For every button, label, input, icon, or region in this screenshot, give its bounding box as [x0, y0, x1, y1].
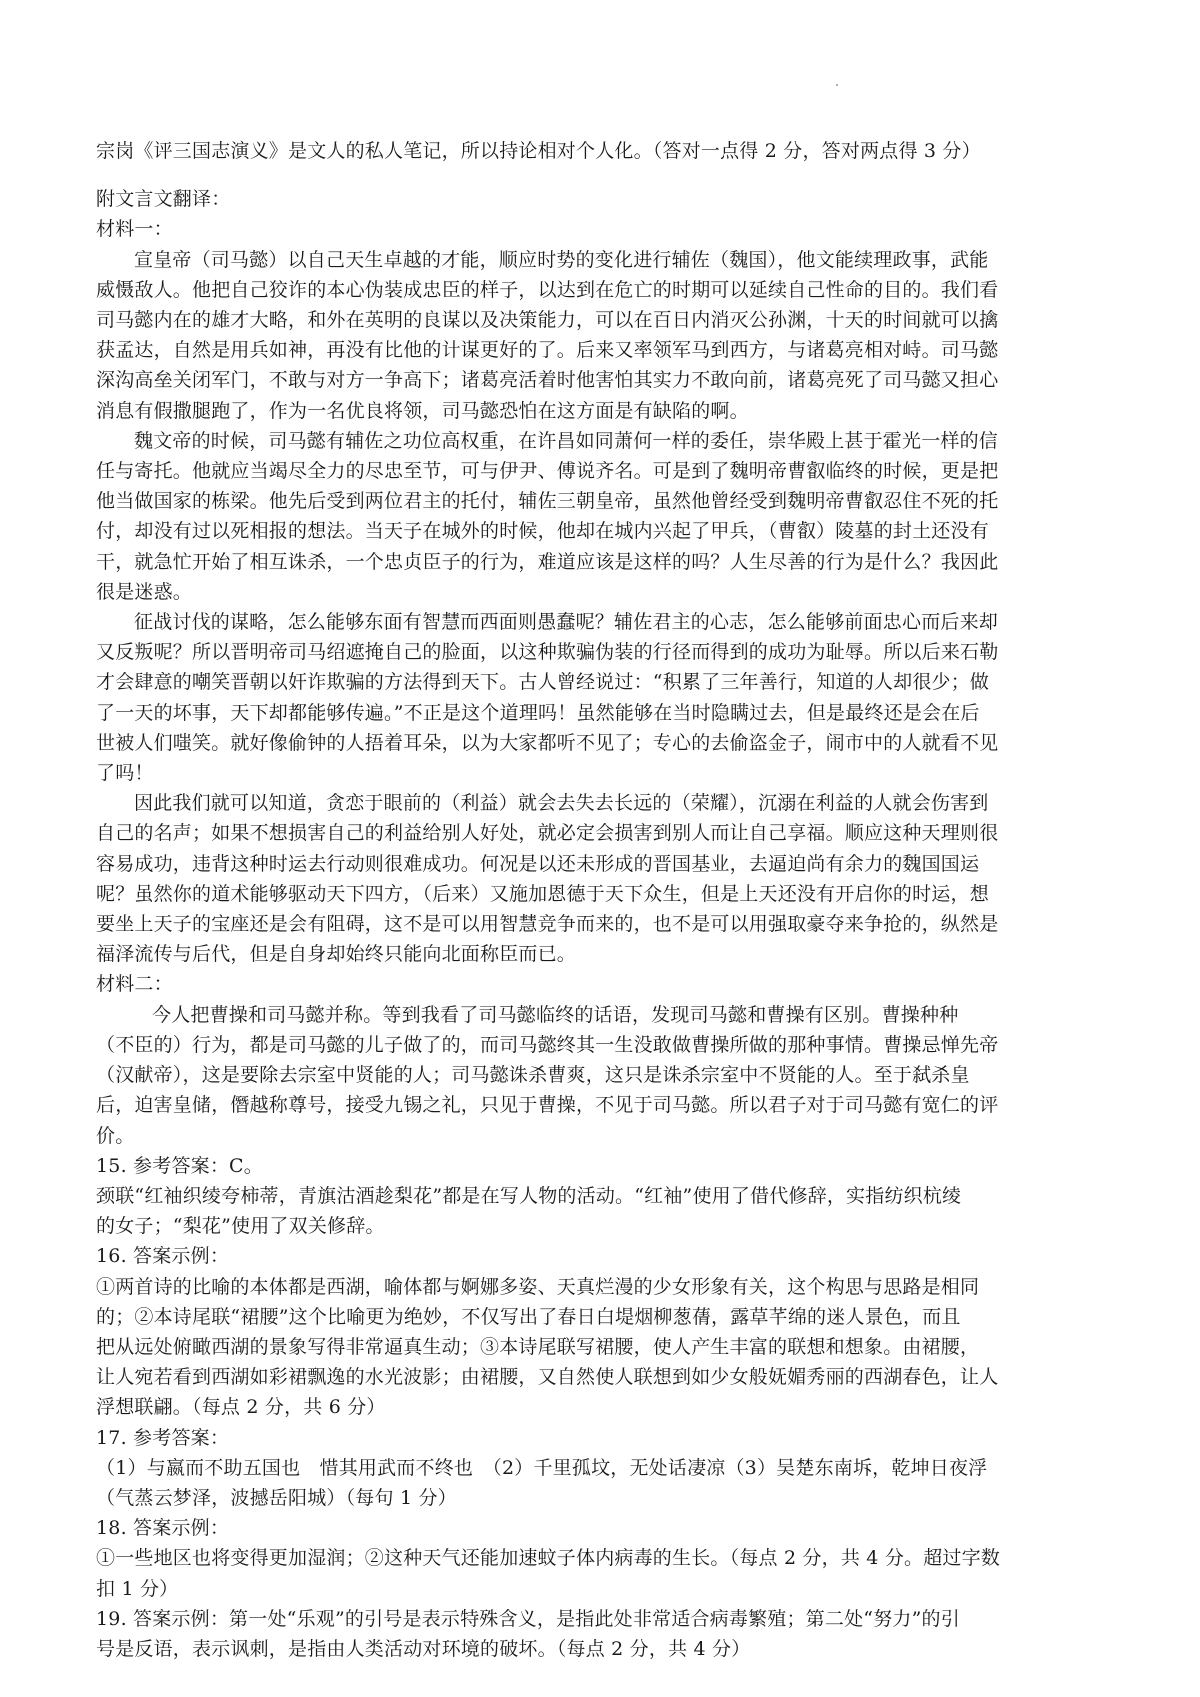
- material2-heading: 材料二：: [96, 973, 173, 996]
- q15-line: 的女子；“梨花”使用了双关修辞。: [96, 1215, 385, 1238]
- translation-heading: 附文言文翻译：: [96, 188, 231, 211]
- material1-p4-line: 自己的名声；如果不想损害自己的利益给别人好处，就必定会损害到别人而让自己享福。顺应这种天理则很: [96, 822, 999, 845]
- answer-page: [96, 136, 1116, 1664]
- material1-p3-line: 又反叛呢？所以晋明帝司马绍遮掩自己的脸面，以这种欺骗伪装的行径而得到的成功为耻辱。所以后来石勒: [96, 641, 999, 664]
- material1-p2-line: 魏文帝的时候，司马懿有辅佐之功位高权重，在许昌如同萧何一样的委任，崇华殿上甚于霍光一样的信: [134, 429, 999, 452]
- material1-p2-line: 他当做国家的栋梁。他先后受到两位君主的托付，辅佐三朝皇帝，虽然他曾经受到魏明帝曹叡忍住不死的托: [96, 490, 999, 513]
- material1-p1-line: 深沟高垒关闭军门，不敢与对方一争高下；诸葛亮活着时他害怕其实力不敢向前，诸葛亮死了司马懿又担心: [96, 369, 999, 392]
- material2-p1-line: 价。: [96, 1124, 135, 1147]
- material1-heading: 材料一：: [96, 218, 173, 241]
- q15-heading: 15. 参考答案：C。: [96, 1154, 263, 1177]
- q19-line: 号是反语，表示讽刺，是指由人类活动对环境的破坏。（每点 2 分，共 4 分）: [96, 1637, 751, 1660]
- material1-p2-line: 很是迷惑。: [96, 580, 193, 603]
- material1-p1-line: 获孟达，自然是用兵如神，再没有比他的计谋更好的了。后来又率领军马到西方，与诸葛亮相对峙。司马懿: [96, 339, 999, 362]
- q16-line: 让人宛若看到西湖如彩裙飘逸的水光波影；由裙腰，又自然使人联想到如少女般妩媚秀丽的西湖春色，让人: [96, 1366, 999, 1389]
- material1-p4-line: 福泽流传与后代，但是自身却始终只能向北面称臣而已。: [96, 943, 577, 966]
- material1-p4-line: 因此我们就可以知道，贪恋于眼前的（利益）就会去失去长远的（荣耀），沉溺在利益的人就会伤害到: [134, 792, 989, 815]
- q16-line: 浮想联翩。（每点 2 分，共 6 分）: [96, 1396, 386, 1419]
- material1-p2-line: 任与寄托。他就应当竭尽全力的尽忠至节，可与伊尹、傅说齐名。可是到了魏明帝曹叡临终的时候，更是把: [96, 460, 999, 483]
- material1-p1-line: 消息有假撒腿跑了，作为一名优良将领，司马懿恐怕在这方面是有缺陷的啊。: [96, 399, 749, 422]
- q16-line: ①两首诗的比喻的本体都是西湖，喻体都与婀娜多姿、天真烂漫的少女形象有关，这个构思与思路是相同: [96, 1275, 980, 1298]
- q18-heading: 18. 答案示例：: [96, 1517, 230, 1540]
- material1-p4-line: 容易成功，违背这种时运去行动则很难成功。何况是以还未形成的晋国基业，去逼迫尚有余力的魏国国运: [96, 852, 980, 875]
- material1-p4-line: 呢？虽然你的道术能够驱动天下四方，（后来）又施加恩德于天下众生，但是上天还没有开启你的时运，想: [96, 882, 989, 905]
- material1-p1-line: 司马懿内在的雄才大略，和外在英明的良谋以及决策能力，可以在百日内消灭公孙渊，十天的时间就可以擒: [96, 309, 999, 332]
- q17-heading: 17. 参考答案：: [96, 1426, 230, 1449]
- material1-p3-line: 才会肆意的嘲笑晋朝以奸诈欺骗的方法得到天下。古人曾经说过：“积累了三年善行，知道的人却很少；做: [96, 671, 990, 694]
- material1-p3-line: 了一天的坏事，天下却都能够传遍。”不正是这个道理吗！虽然能够在当时隐瞒过去，但是最终还是会在后: [96, 701, 980, 724]
- material1-p4-line: 要坐上天子的宝座还是会有阻碍，这不是可以用智慧竞争而来的，也不是可以用强取豪夺来争抢的，纵然是: [96, 913, 999, 936]
- intro-note: 宗岗《评三国志演义》是文人的私人笔记，所以持论相对个人化。（答对一点得 2 分，答对两点得 3 分）: [96, 140, 981, 162]
- q16-line: 的；②本诗尾联“裙腰”这个比喻更为绝妙，不仅写出了春日白堤烟柳葱蒨，露草芊绵的迷人景色，而且: [96, 1305, 961, 1328]
- material2-p1-line: （汉献帝），这是要除去宗室中贤能的人；司马懿诛杀曹爽，这只是诛杀宗室中不贤能的人。至于弑杀皇: [96, 1064, 970, 1087]
- q17-line: （1）与嬴而不助五国也 惜其用武而不终也 （2）千里孤坟，无处话凄凉（3）吴楚东南坼，乾坤日夜浮: [96, 1456, 988, 1479]
- q16-heading: 16. 答案示例：: [96, 1245, 230, 1268]
- q17-line: （气蒸云梦泽，波撼岳阳城）（每句 1 分）: [96, 1486, 457, 1509]
- q18-line: ①一些地区也将变得更加湿润；②这种天气还能加速蚊子体内病毒的生长。（每点 2 分，共 4 分。超过字数: [96, 1547, 1001, 1570]
- material1-p1-line: 宣皇帝（司马懿）以自己天生卓越的才能，顺应时势的变化进行辅佐（魏国），他文能续理政事，武能: [134, 248, 989, 271]
- q15-line: 颈联“红袖织绫夸柿蒂，青旗沽酒趁梨花”都是在写人物的活动。“红袖”使用了借代修辞，实指纺织杭绫: [96, 1184, 962, 1207]
- q19-line: 19. 答案示例：第一处“乐观”的引号是表示特殊含义，是指此处非常适合病毒繁殖；第二处“努力”的引: [96, 1607, 960, 1630]
- material2-p1-line: 今人把曹操和司马懿并称。等到我看了司马懿临终的话语，发现司马懿和曹操有区别。曹操种种: [152, 1003, 959, 1026]
- q18-line: 扣 1 分）: [96, 1577, 179, 1600]
- material1-p2-line: 付，却没有过以死相报的想法。当天子在城外的时候，他却在城内兴起了甲兵，（曹叡）陵墓的封土还没有: [96, 520, 989, 543]
- scan-speck: [836, 84, 838, 86]
- q16-line: 把从远处俯瞰西湖的景象写得非常逼真生动；③本诗尾联写裙腰，使人产生丰富的联想和想象。由裙腰，: [96, 1335, 980, 1358]
- material1-p3-line: 了吗！: [96, 762, 154, 785]
- material2-p1-line: 后，迫害皇储，僭越称尊号，接受九锡之礼，只见于曹操，不见于司马懿。所以君子对于司马懿有宽仁的评: [96, 1094, 999, 1117]
- material1-p1-line: 威慑敌人。他把自己狡诈的本心伪装成忠臣的样子，以达到在危亡的时期可以延续自己性命的目的。我们看: [96, 278, 999, 301]
- material1-p2-line: 干，就急忙开始了相互诛杀，一个忠贞臣子的行为，难道应该是这样的吗？人生尽善的行为是什么？我因此: [96, 550, 999, 573]
- material1-p3-line: 征战讨伐的谋略，怎么能够东面有智慧而西面则愚蠢呢？辅佐君主的心志，怎么能够前面忠心而后来却: [134, 611, 999, 634]
- material2-p1-line: （不臣的）行为，都是司马懿的儿子做了的，而司马懿终其一生没敢做曹操所做的那种事情。曹操忌惮先帝: [96, 1033, 999, 1056]
- material1-p3-line: 世被人们嗤笑。就好像偷钟的人捂着耳朵，以为大家都听不见了；专心的去偷盗金子，闹市中的人就看不见: [96, 731, 999, 754]
